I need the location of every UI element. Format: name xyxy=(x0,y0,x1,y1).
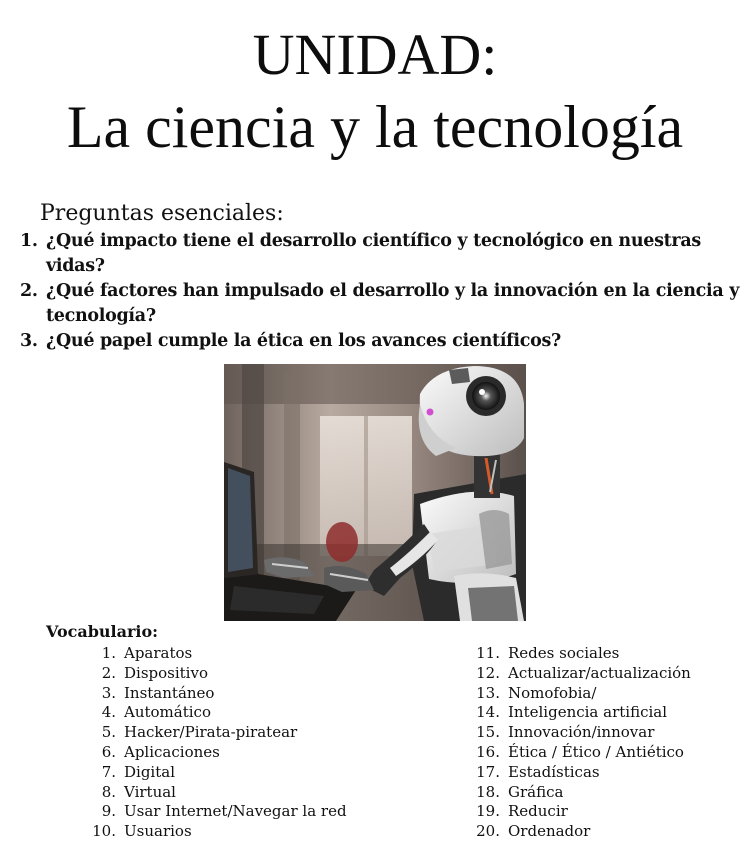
question-number: 3. xyxy=(20,331,38,351)
vocab-item xyxy=(90,743,347,763)
vocab-item xyxy=(90,664,347,684)
vocab-number: 18. xyxy=(476,782,500,801)
vocab-term: Usuarios xyxy=(124,822,192,841)
vocab-item xyxy=(90,723,347,743)
vocab-number: 14. xyxy=(476,703,500,722)
vocab-term: Gráfica xyxy=(508,782,564,801)
vocab-number: 12. xyxy=(476,663,500,682)
vocab-number: 17. xyxy=(476,762,500,781)
vocab-item xyxy=(90,822,347,842)
question-number: 1. xyxy=(20,231,38,251)
vocab-item xyxy=(90,802,347,822)
essential-questions-list xyxy=(20,229,745,354)
vocab-number: 19. xyxy=(476,802,500,821)
vocab-number: 6. xyxy=(101,742,116,761)
vocab-term: Actualizar/actualización xyxy=(508,663,691,682)
vocab-term: Virtual xyxy=(124,782,176,801)
vocab-item xyxy=(474,723,691,743)
question-item xyxy=(20,329,745,354)
question-text: ¿Qué impacto tiene el desarrollo científico y tecnológico en nuestras vidas? xyxy=(46,231,701,276)
vocab-item xyxy=(474,743,691,763)
vocab-number: 1. xyxy=(101,644,116,662)
vocab-number: 11. xyxy=(476,644,500,662)
vocab-item xyxy=(90,644,347,664)
vocab-item xyxy=(90,763,347,783)
questions-heading: Preguntas esenciales: xyxy=(40,201,284,226)
vocab-number: 10. xyxy=(92,822,116,841)
robot-laptop-image xyxy=(224,364,526,621)
vocab-term: Instantáneo xyxy=(124,683,215,702)
vocab-item xyxy=(474,783,691,803)
vocab-term: Innovación/innovar xyxy=(508,723,655,742)
vocab-number: 2. xyxy=(101,663,116,682)
vocab-number: 8. xyxy=(101,782,116,801)
vocab-term: Nomofobia/ xyxy=(508,683,597,702)
vocab-term: Automático xyxy=(124,703,211,722)
vocabulary-list-left xyxy=(90,644,347,842)
robot-illustration xyxy=(224,364,526,621)
question-number: 2. xyxy=(20,281,38,301)
vocab-item xyxy=(474,822,691,842)
vocab-number: 16. xyxy=(476,742,500,761)
vocab-item xyxy=(474,703,691,723)
vocab-number: 20. xyxy=(476,822,500,841)
vocab-number: 3. xyxy=(101,683,116,702)
vocab-term: Digital xyxy=(124,762,175,781)
vocab-number: 9. xyxy=(101,802,116,821)
vocab-item xyxy=(90,703,347,723)
question-item xyxy=(20,229,745,279)
page-title-line-1: UNIDAD: xyxy=(252,22,498,87)
vocab-item xyxy=(474,664,691,684)
vocab-term: Redes sociales xyxy=(508,644,620,662)
vocab-term: Aparatos xyxy=(124,644,193,662)
vocab-term: Inteligencia artificial xyxy=(508,703,668,722)
vocabulary-heading: Vocabulario: xyxy=(46,622,159,641)
question-item xyxy=(20,279,745,329)
vocab-item xyxy=(474,802,691,822)
page-title-line-2: La ciencia y la tecnología xyxy=(66,94,684,160)
question-text: ¿Qué factores han impulsado el desarrollo y la innovación en la ciencia y tecnología? xyxy=(46,281,740,326)
vocab-item xyxy=(474,763,691,783)
vocab-item xyxy=(474,644,691,664)
vocab-term: Ordenador xyxy=(508,822,591,841)
vocab-number: 15. xyxy=(476,723,500,742)
vocab-item xyxy=(474,684,691,704)
vocab-term: Usar Internet/Navegar la red xyxy=(124,802,347,821)
vocab-item xyxy=(90,684,347,704)
vocab-term: Reducir xyxy=(508,802,568,821)
vocab-term: Dispositivo xyxy=(124,663,208,682)
vocab-item xyxy=(90,783,347,803)
vocab-term: Estadísticas xyxy=(508,762,600,781)
vocab-number: 13. xyxy=(476,683,500,702)
vocab-term: Hacker/Pirata-piratear xyxy=(124,723,298,742)
vocab-number: 4. xyxy=(101,703,116,722)
vocabulary-list-right xyxy=(474,644,691,842)
vocab-term: Ética / Ético / Antiético xyxy=(508,742,684,761)
vocab-number: 5. xyxy=(101,723,116,742)
question-text: ¿Qué papel cumple la ética en los avances científicos? xyxy=(46,331,561,351)
vocab-number: 7. xyxy=(101,762,116,781)
vocab-term: Aplicaciones xyxy=(124,742,220,761)
